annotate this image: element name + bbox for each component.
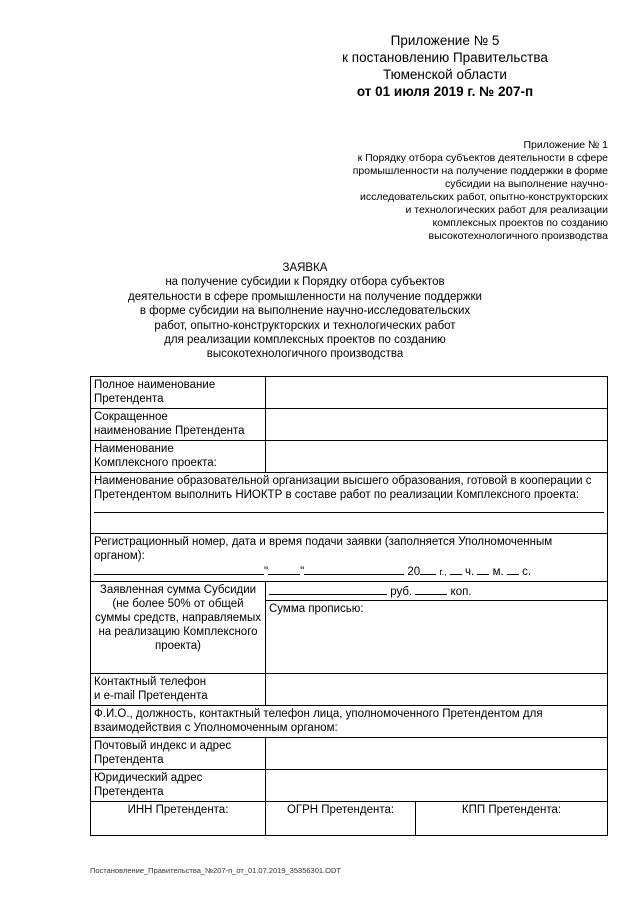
authorized-person-field[interactable] (91, 705, 608, 737)
table-row (91, 409, 608, 441)
application-title (100, 261, 510, 362)
legal-label (91, 769, 266, 801)
annex-line: комплексных проектов по созданию (432, 217, 608, 229)
table-row (91, 705, 608, 737)
full-name-label (91, 377, 266, 409)
label-line: Почтовый индекс и адрес (94, 739, 232, 752)
label-line: Контактный телефон (94, 675, 207, 688)
annex-header (300, 139, 608, 243)
table-row (91, 769, 608, 801)
label-line: Юридический адрес (94, 771, 203, 784)
label-line: Наименование (94, 443, 174, 455)
amount-field[interactable] (266, 581, 608, 600)
table-row (91, 581, 608, 600)
table-row (91, 441, 608, 473)
registration-label: Регистрационный номер, дата и время подачи заявки (заполняется Уполномоченным органом): (94, 536, 553, 563)
label-line: Полное наименование (94, 379, 216, 391)
annex-line: и технологических работ для реализации (405, 204, 608, 216)
header-line-4: от 01 июля 2019 г. № 207-п (356, 84, 534, 99)
title-line: на получение субсидии к Порядку отбора субъектов (165, 276, 445, 289)
full-name-field[interactable] (266, 377, 608, 409)
minute-unit: м. (492, 566, 504, 579)
inn-label: ИНН Претендента: (127, 803, 229, 816)
hour-unit: ч. (464, 566, 475, 579)
registration-field[interactable] (91, 534, 608, 582)
authorized-person-label: Ф.И.О., должность, контактный телефон лица, уполномоченного Претендентом для взаимодействия с Уполномоченным органом: (94, 707, 543, 735)
year-prefix: 20 (407, 566, 421, 579)
table-row (91, 737, 608, 769)
label-line: и e-mail Претендента (94, 690, 208, 703)
postal-field[interactable] (266, 737, 608, 769)
label-line: Претендента (94, 393, 164, 406)
ogrn-label: ОГРН Претендента: (286, 803, 395, 816)
application-form-table (90, 376, 608, 836)
amount-label: Заявленная сумма Субсидии (не более 50% от общей суммы средств, направляемых на реализацию Комплексного проекта) (91, 581, 266, 673)
fill-line (507, 563, 519, 575)
fill-line (268, 563, 300, 575)
label-line: наименование Претендента (94, 425, 245, 438)
registration-date-line (94, 563, 604, 579)
annex-line: высокотехнологичного производства (428, 230, 608, 242)
university-org-field[interactable] (91, 473, 608, 534)
annex-line: Приложение № 1 (523, 139, 608, 151)
ogrn-field[interactable] (266, 801, 416, 835)
rub-unit: руб. (390, 585, 413, 598)
amount-words-field[interactable] (266, 600, 608, 673)
amount-words-label: Сумма прописью: (269, 602, 364, 615)
second-unit: с. (522, 566, 532, 579)
title-line: работ, опытно-конструкторских и технологических работ (154, 319, 456, 332)
table-row (91, 534, 608, 582)
fill-line (450, 563, 462, 575)
table-row (91, 673, 608, 705)
contact-field[interactable] (266, 673, 608, 705)
short-name-field[interactable] (266, 409, 608, 441)
university-org-label: Наименование образовательной организации высшего образования, готовой в кооперации с Претендентом выполнить НИОКТР в составе работ по реализации Комплексного проекта: (94, 475, 592, 502)
annex-line: субсидии на выполнение научно- (445, 178, 608, 190)
annex-line: исследовательских работ, опытно-конструкторских (359, 191, 608, 203)
title-line: высокотехнологичного производства (206, 348, 404, 361)
header-line-2: к постановлению Правительства (342, 50, 548, 65)
fill-line (269, 583, 387, 595)
table-row (91, 377, 608, 409)
fill-line (304, 563, 404, 575)
quote-mark: " (264, 566, 269, 579)
quote-mark: " (300, 566, 305, 579)
contact-label (91, 673, 266, 705)
postal-label (91, 737, 266, 769)
kpp-label: КПП Претендента: (461, 803, 562, 816)
label-line: Комплексного проекта: (94, 457, 217, 470)
fill-line (94, 563, 264, 575)
short-name-label (91, 409, 266, 441)
title-line: для реализации комплексных проектов по созданию (164, 334, 446, 347)
fill-line (477, 563, 489, 575)
inn-field[interactable] (91, 801, 266, 835)
document-header (300, 32, 590, 100)
title-line: деятельности в сфере промышленности на получение поддержки (128, 290, 482, 303)
title-heading: ЗАЯВКА (282, 262, 328, 274)
annex-line: промышленности на получение поддержки в форме (352, 165, 608, 177)
legal-field[interactable] (266, 769, 608, 801)
label-line: Претендента (94, 786, 164, 799)
document-footer: Постановление_Правительства_№207-п_от_01.07.2019_35356301.ODT (90, 866, 341, 875)
label-line: Сокращенное (94, 411, 168, 423)
project-name-label (91, 441, 266, 473)
title-line: в форме субсидии на выполнение научно-исследовательских (139, 305, 471, 318)
project-name-field[interactable] (266, 441, 608, 473)
annex-line: к Порядку отбора субъектов деятельности в сфере (357, 152, 608, 164)
table-row (91, 473, 608, 534)
kop-unit: коп. (450, 585, 472, 598)
fill-line (94, 508, 604, 513)
kpp-field[interactable] (416, 801, 608, 835)
table-row (91, 801, 608, 835)
label-line: Претендента (94, 754, 164, 767)
fill-line (415, 583, 447, 595)
header-line-3: Тюменской области (383, 67, 507, 82)
header-line-1: Приложение № 5 (390, 33, 500, 48)
year-unit: г., (439, 567, 447, 578)
fill-line (420, 563, 436, 575)
